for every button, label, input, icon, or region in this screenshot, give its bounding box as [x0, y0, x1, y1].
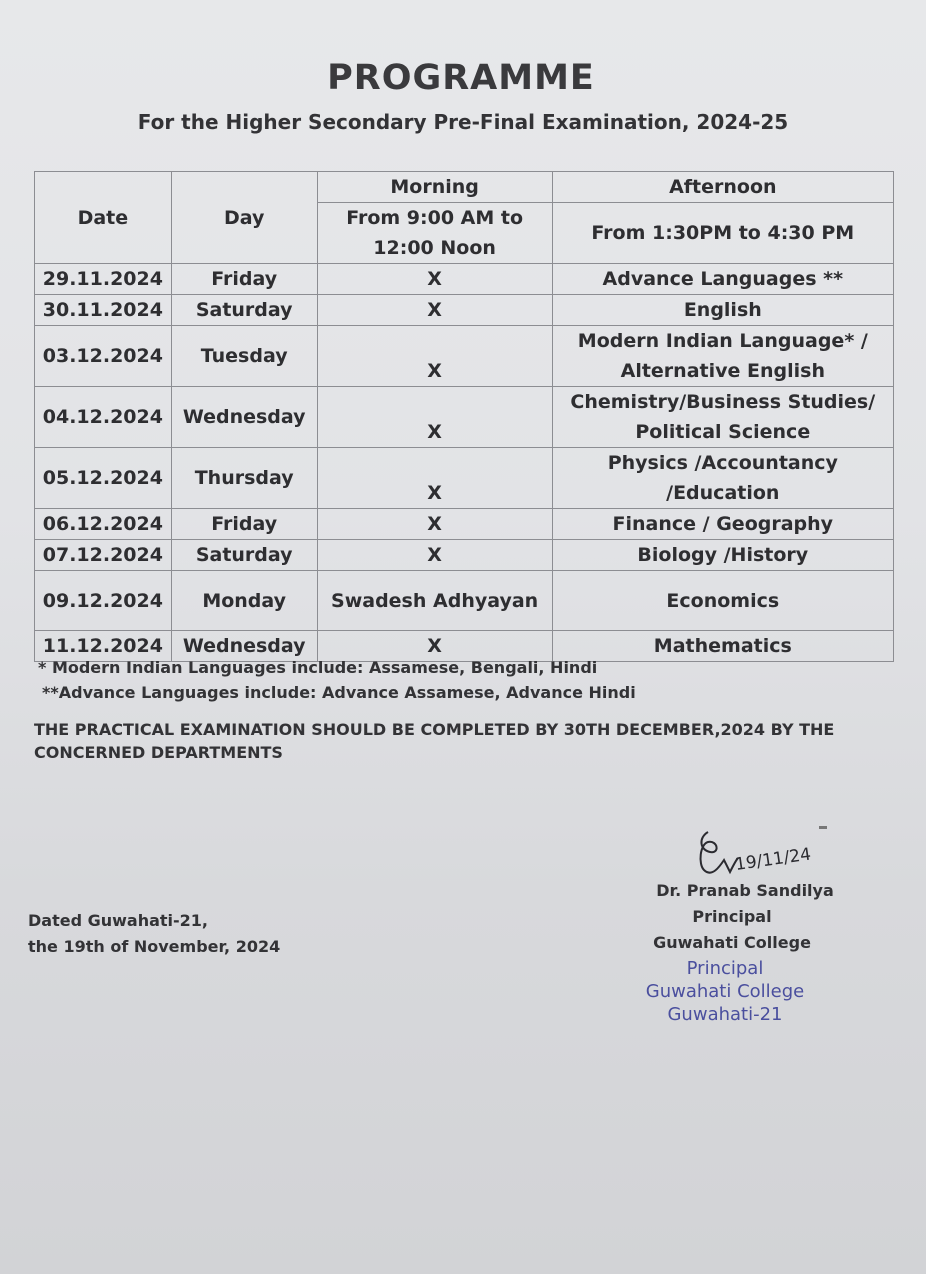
- cell-day: Wednesday: [171, 387, 317, 448]
- cell-morning: X: [317, 387, 552, 448]
- official-stamp: [620, 957, 830, 1026]
- table-row: [35, 326, 894, 387]
- cell-date: 04.12.2024: [35, 387, 172, 448]
- cell-afternoon: Modern Indian Language* / Alternative English: [552, 326, 893, 387]
- cell-morning: X: [317, 540, 552, 571]
- exam-schedule-table: [34, 171, 894, 662]
- stamp-line-principal: Principal: [686, 958, 764, 979]
- cell-morning: X: [317, 631, 552, 662]
- cell-date: 30.11.2024: [35, 295, 172, 326]
- cell-day: Friday: [171, 264, 317, 295]
- cell-day: Friday: [171, 509, 317, 540]
- cell-date: 05.12.2024: [35, 448, 172, 509]
- cell-afternoon: English: [552, 295, 893, 326]
- cell-afternoon: Finance / Geography: [552, 509, 893, 540]
- cell-date: 11.12.2024: [35, 631, 172, 662]
- signatory-institution: Guwahati College: [653, 933, 811, 952]
- cell-date: 09.12.2024: [35, 571, 172, 631]
- table-row: [35, 295, 894, 326]
- cell-day: Saturday: [171, 540, 317, 571]
- cell-morning: X: [317, 326, 552, 387]
- cell-afternoon: Biology /History: [552, 540, 893, 571]
- table-row: [35, 540, 894, 571]
- dated-place: Dated Guwahati-21,: [28, 911, 209, 930]
- signatory-block: [600, 878, 850, 956]
- header-afternoon: Afternoon: [552, 172, 893, 203]
- cell-afternoon: Economics: [552, 571, 893, 631]
- header-afternoon-time: From 1:30PM to 4:30 PM: [552, 203, 893, 264]
- cell-afternoon: Physics /Accountancy /Education: [552, 448, 893, 509]
- dated-date: the 19th of November, 2024: [28, 937, 281, 956]
- cell-morning: Swadesh Adhyayan: [317, 571, 552, 631]
- signatory-designation: Principal: [692, 907, 772, 926]
- signature-date: 19/11/24: [733, 844, 813, 875]
- cell-afternoon: Chemistry/Business Studies/ Political Science: [552, 387, 893, 448]
- cell-morning: X: [317, 264, 552, 295]
- cell-afternoon: Mathematics: [552, 631, 893, 662]
- header-morning: Morning: [317, 172, 552, 203]
- header-day: Day: [171, 172, 317, 264]
- cell-day: Wednesday: [171, 631, 317, 662]
- cell-date: 03.12.2024: [35, 326, 172, 387]
- cell-day: Monday: [171, 571, 317, 631]
- practical-notice: THE PRACTICAL EXAMINATION SHOULD BE COMPLETED BY 30TH DECEMBER,2024 BY THE CONCERNED DEPARTMENTS: [34, 720, 835, 762]
- stamp-line-college: Guwahati College: [645, 981, 805, 1002]
- table-row: [35, 509, 894, 540]
- stamp-line-city: Guwahati-21: [667, 1004, 783, 1025]
- dated-block: [28, 908, 280, 960]
- signatory-name: Dr. Pranab Sandilya: [656, 881, 834, 900]
- footnote-advance: **Advance Languages include: Advance Assamese, Advance Hindi: [42, 683, 636, 702]
- page-subtitle: For the Higher Secondary Pre-Final Examination, 2024-25: [137, 110, 789, 134]
- cell-day: Tuesday: [171, 326, 317, 387]
- cell-date: 29.11.2024: [35, 264, 172, 295]
- table-row: [35, 387, 894, 448]
- footnotes: [38, 655, 636, 705]
- cell-date: 07.12.2024: [35, 540, 172, 571]
- page-title: PROGRAMME: [327, 58, 595, 98]
- cell-day: Thursday: [171, 448, 317, 509]
- header-date: Date: [35, 172, 172, 264]
- cell-date: 06.12.2024: [35, 509, 172, 540]
- table-row: [35, 448, 894, 509]
- cell-morning: X: [317, 295, 552, 326]
- cell-morning: X: [317, 509, 552, 540]
- cell-afternoon: Advance Languages **: [552, 264, 893, 295]
- table-row: [35, 264, 894, 295]
- footnote-modern-indian: * Modern Indian Languages include: Assamese, Bengali, Hindi: [38, 658, 598, 677]
- cell-day: Saturday: [171, 295, 317, 326]
- table-row: [35, 571, 894, 631]
- ink-speck: [819, 826, 827, 829]
- cell-morning: X: [317, 448, 552, 509]
- header-morning-time: From 9:00 AM to 12:00 Noon: [317, 203, 552, 264]
